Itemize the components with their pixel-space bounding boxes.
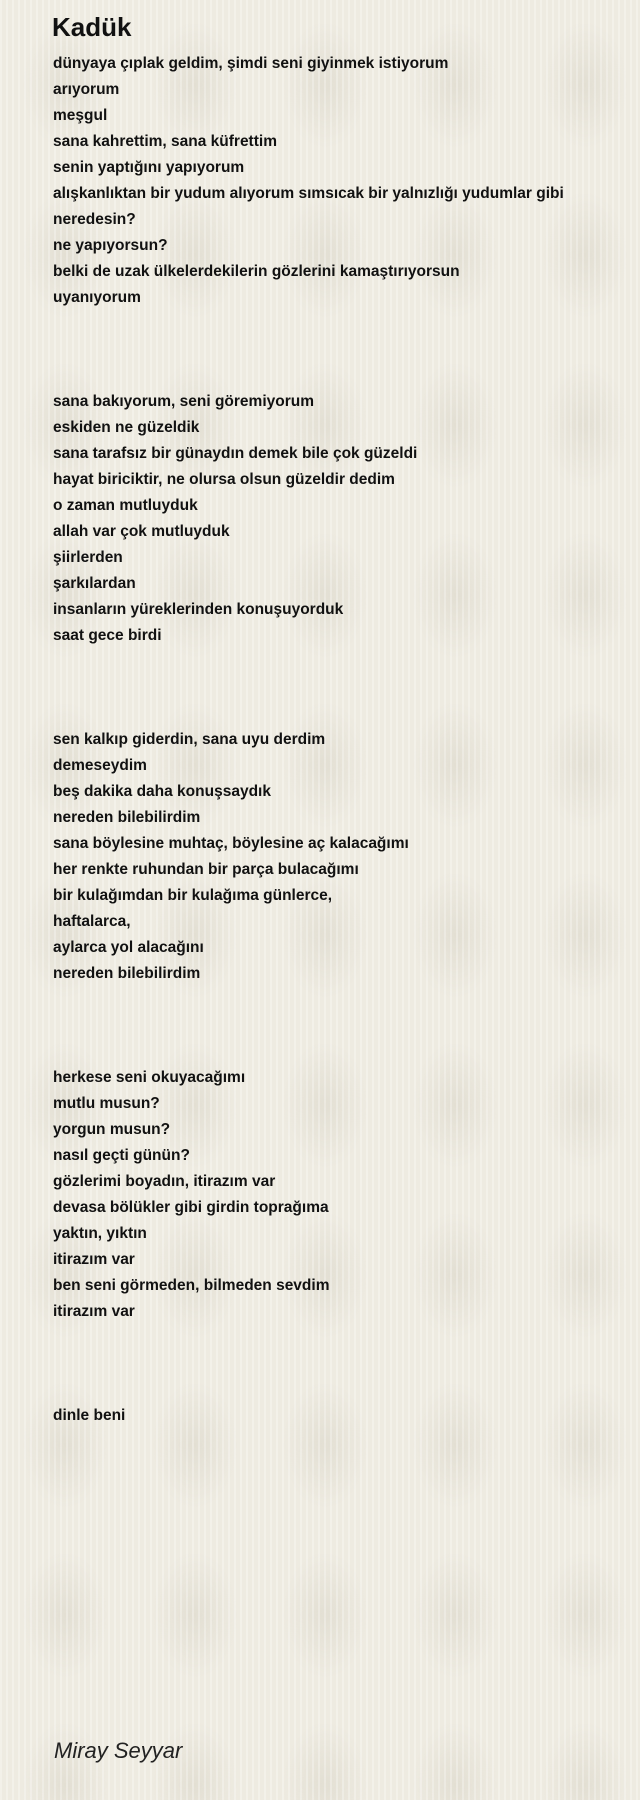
poem-line: neredesin? xyxy=(53,211,136,228)
poem-line: sen kalkıp giderdin, sana uyu derdim xyxy=(53,731,326,748)
poem-line: allah var çok mutluyduk xyxy=(53,523,230,540)
poem-line: gözlerimi boyadın, itirazım var xyxy=(53,1173,276,1190)
poem-line: uyanıyorum xyxy=(53,289,141,306)
poem-line: demeseydim xyxy=(53,757,147,774)
poem-line: sana böylesine muhtaç, böylesine aç kalacağımı xyxy=(53,835,409,852)
poem-line: şarkılardan xyxy=(53,575,136,592)
poem-line: mutlu musun? xyxy=(53,1095,160,1112)
stanza-4 xyxy=(53,1065,613,1325)
poem-line: alışkanlıktan bir yudum alıyorum sımsıcak bir yalnızlığı yudumlar gibi xyxy=(53,185,564,202)
poem-line: o zaman mutluyduk xyxy=(53,497,198,514)
poem-body xyxy=(53,51,613,1429)
stanza-5 xyxy=(53,1403,613,1429)
poem-line: sana tarafsız bir günaydın demek bile çok güzeldi xyxy=(53,445,418,462)
poem-line: nereden bilebilirdim xyxy=(53,965,201,982)
poem-line: eskiden ne güzeldik xyxy=(53,419,200,436)
poem-line: devasa bölükler gibi girdin toprağıma xyxy=(53,1199,329,1216)
poem-title: Kadük xyxy=(52,12,132,42)
poem-line: ben seni görmeden, bilmeden sevdim xyxy=(53,1277,330,1294)
poem-line: yaktın, yıktın xyxy=(53,1225,147,1242)
author-signature: Miray Seyyar xyxy=(54,1738,183,1763)
poem-line: insanların yüreklerinden konuşuyorduk xyxy=(53,601,344,618)
stanza-2 xyxy=(53,389,613,649)
poem-line: dünyaya çıplak geldim, şimdi seni giyinmek istiyorum xyxy=(53,55,449,72)
poem-line: ne yapıyorsun? xyxy=(53,237,168,254)
poem-line: bir kulağımdan bir kulağıma günlerce, xyxy=(53,887,333,904)
poem-line: beş dakika daha konuşsaydık xyxy=(53,783,271,800)
poem-line: arıyorum xyxy=(53,81,120,98)
poem-line: itirazım var xyxy=(53,1251,135,1268)
poem-line: herkese seni okuyacağımı xyxy=(53,1069,246,1086)
poem-line: nasıl geçti günün? xyxy=(53,1147,190,1164)
poem-line: itirazım var xyxy=(53,1303,135,1320)
poem-line: aylarca yol alacağını xyxy=(53,939,204,956)
poem-line: sana bakıyorum, seni göremiyorum xyxy=(53,393,315,410)
poem-line: şiirlerden xyxy=(53,549,123,566)
poem-line: sana kahrettim, sana küfrettim xyxy=(53,133,277,150)
stanza-1 xyxy=(53,51,613,311)
poem-line: yorgun musun? xyxy=(53,1121,171,1138)
poem-line: nereden bilebilirdim xyxy=(53,809,201,826)
stanza-3 xyxy=(53,727,613,987)
poem-line: saat gece birdi xyxy=(53,627,162,644)
poem-line: hayat biriciktir, ne olursa olsun güzeldir dedim xyxy=(53,471,395,488)
poem-line: dinle beni xyxy=(53,1407,126,1424)
poem-line: meşgul xyxy=(53,107,108,124)
poem-line: senin yaptığını yapıyorum xyxy=(53,159,245,176)
poem-line: haftalarca, xyxy=(53,913,131,930)
poem-line: belki de uzak ülkelerdekilerin gözlerini kamaştırıyorsun xyxy=(53,263,460,280)
poem-line: her renkte ruhundan bir parça bulacağımı xyxy=(53,861,359,878)
